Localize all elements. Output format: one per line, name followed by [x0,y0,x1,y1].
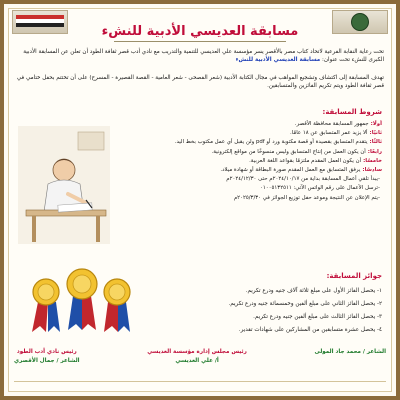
emblem-icon [351,13,369,31]
intro-highlight: مسابقة العديسي الأدبية للنشء [235,57,321,64]
condition-item: ثالثًا:يتقدم المتسابق بقصيدة أو قصة مكتوبة ورد أو pdf ولن يقبل أي عمل مكتوب بخط اليد. [174,139,382,146]
conditions-heading: شروط المسابقة: [322,108,382,116]
goal-paragraph: تهدف المسابقة إلى اكتشاف وتشجيع المواهب في مجال الكتابة الأدبية (شعر الفصحى - شعر العامية - القصة القصيرة - المسرح) على أن تختتم بحفل ختامي في قصر ثقافة الطود ويتم تكريم الفائزين والمتسابقين. [16,75,384,90]
medal-center-icon [67,269,97,330]
condition-item: سادسًا:يرفق المتسابق مع العمل المقدم صورة البطاقة أو شهادة ميلاد. [220,167,382,174]
conditions-list [114,120,382,203]
title-underline [114,41,286,42]
child-head [53,159,75,181]
signature-name: الشاعر / جمال الأقصري [14,358,80,364]
condition-item: أولًا:جمهور المسابقة محافظة الأقصر. [294,121,382,127]
prize-item: ٤- يحصل عشرة متسابقين من المشاركين على شهادات تقدير. [238,327,382,333]
medal-left-icon [32,279,60,332]
signature-name: أ/ علي العديسي [175,358,219,364]
condition-item: رابعًا:أن يكون العمل من إنتاج المتسابق وليس منسوخًا من مواقع إلكترونية. [211,148,382,155]
culture-logo-right [332,10,388,34]
prizes-list [144,285,382,337]
footer-divider [14,381,386,382]
flag-stripe-black [16,23,64,27]
medal-right-icon [104,279,130,332]
signatures-row [14,348,386,366]
whatsapp-info: -ترسل الأعمال على رقم الواتس الآتي: ٠١٠٠٥١٣٢٥١١ [259,185,380,192]
prize-item: ١- يحصل الفائز الأول على مبلغ ثلاثة آلاف جنيه ودرع تكريم. [245,288,382,294]
window-icon [78,132,104,150]
signature-block-2 [147,348,247,366]
signature-role: رئيس نادي أدب الطود [16,349,77,355]
page-title: مسابقة العديسي الأدبية للنشء [101,24,299,39]
signature-block-3 [315,348,386,366]
condition-item: ثانيًا:ألا يزيد عمر المتسابق عن ١٨ عامًا. [290,130,382,137]
signature-block-1 [14,348,80,366]
date-info: -يبدأ تلقي أعمال المسابقة بداية من ٢٠٢٤/١٠/١٧م حتى ٢٠٢٤/١٢/٣٠م [226,176,380,183]
ministry-logo-left [12,10,68,34]
medals-illustration [26,262,136,334]
prize-item: ٣- يحصل الفائز الثالث على مبلغ ألفين جنيه ودرع تكريم. [253,314,382,320]
signature-name: الشاعر / محمد جاد المولى [314,349,386,355]
prize-item: ٢- يحصل الفائز الثاني على مبلغ ألفين وخمسمائة جنيه ودرع تكريم. [228,301,382,307]
results-info: -يتم الإعلان عن النتيجة وموعد حفل توزيع الجوائز في ٢٠٢٥/٣/٣٠م [233,194,380,201]
condition-item: خامسًا:أن يكون العمل المقدم ملتزمًا بقواعد اللغة العربية. [249,157,382,164]
desk-leg-left [32,216,36,242]
child-writing-illustration [18,126,110,244]
prizes-heading: جوائز المسابقة: [326,272,382,280]
signature-role: رئيس مجلس إدارة مؤسسة العديسي [147,349,247,355]
intro-paragraph [16,48,384,65]
intro-text: تحت رعاية النقابة الفرعية لاتحاد كتاب مصر بالأقصر يسر مؤسسة علي العديسي للتنمية والتدريب مع نادي أدب قصر ثقافة الطود أن تعلن عن المسابقة الأدبية الكبرى للنشء تحت عنوان: [23,49,384,64]
desk-leg-right [96,216,100,242]
